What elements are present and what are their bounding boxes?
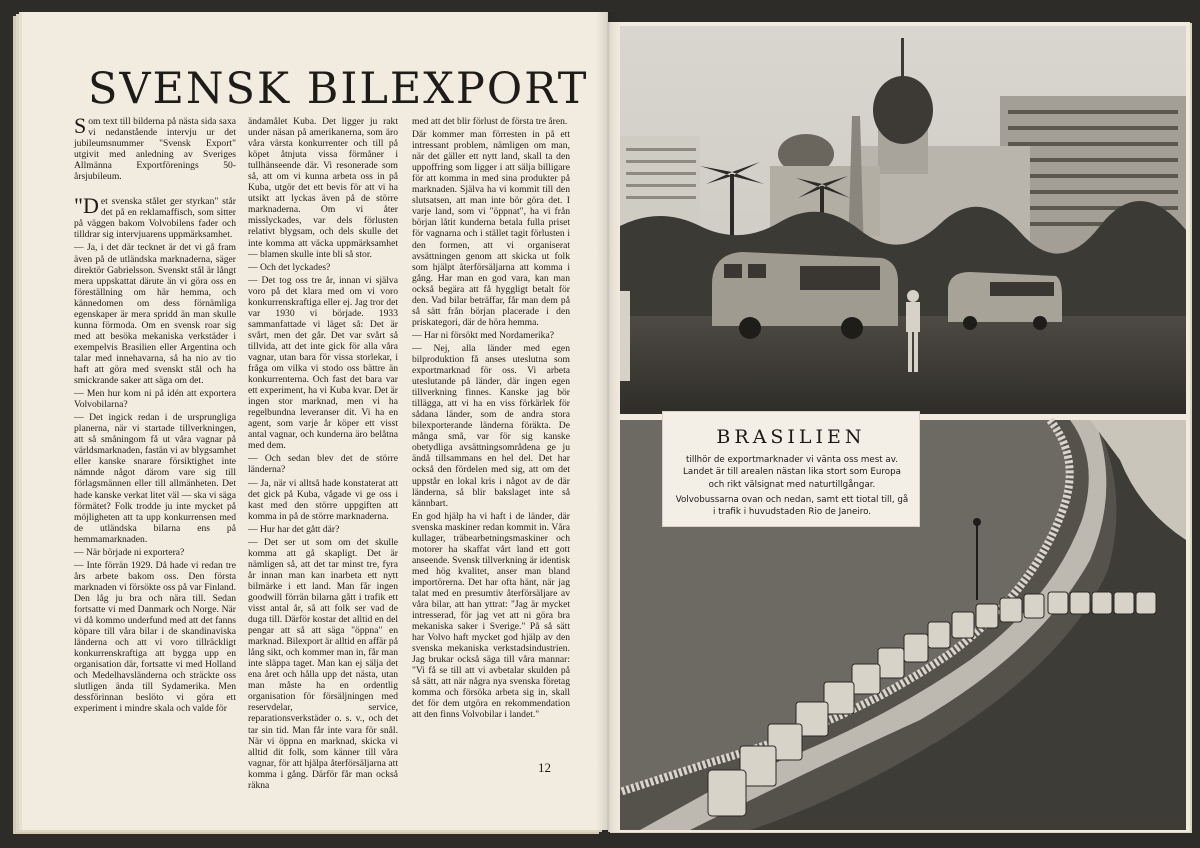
interview-paragraph: — Inte förrän 1929. Då hade vi redan tre års arbete bakom oss. Den första marknaden vi försökte oss på var Finland. Den låg ju bra och nära till. Sedan fortsatte vi med Danmark och Norge. När vi då kommo underfund med att det fanns köpare till våra bilar i de skandinaviska länderna och att vi voro tillräckligt konkurrenskraftiga att bygga upp en organisation där, fortsatte vi med Holland och Medelhavsländerna och sträckte oss slutligen ända till Sydamerika. Men dessförinnan beslöto vi göra ett experiment i mindre skala och valde för (74, 559, 236, 715)
page-gutter (596, 12, 620, 832)
interview-paragraph: — Har ni försökt med Nordamerika? (412, 329, 554, 341)
interview-paragraph: — Ja, när vi alltså hade konstaterat att det gick på Kuba, vågade vi ge oss i kast med den större uppgiften att komma in på de större marknaderna. (248, 477, 398, 522)
interview-paragraph: — När började ni exportera? (74, 546, 185, 558)
page-number: 12 (538, 760, 551, 775)
photo-rio-square-buses (620, 26, 1186, 414)
text-column-2 (248, 116, 398, 791)
quote-drop-cap: "D (74, 193, 99, 219)
text-column-1 (74, 113, 236, 756)
intro-drop-cap: S (74, 113, 87, 138)
interview-paragraph: — Det tog oss tre år, innan vi själva voro på det klara med om vi voro konkurrenskraftiga eller ej. Jag tror det var 1930 vi började. 1933 sammanfattade vi läget så: Det är svårt, men det går. Det var svårt så tillvida, att det inte gick för alla våra vagnar, utan bara för vissa storlekar, i fråga om vilka vi stodo oss bättre än konkurrenterna. Och fast det bara var ett experiment, ha vi Kuba kvar. Det är ingen stor marknad, men vi ha regelbundna leveranser dit. Vi ha en agent, som varje år köper ett visst antal vagnar, och kunderna äro belåtna med dem. (248, 274, 398, 452)
article-headline: SVENSK BILEXPORT (88, 64, 589, 114)
bus-photo-1 (712, 252, 898, 339)
caption-line-2: Volvobussarna ovan och nedan, samt ett tiotal till, gå i trafik i huvudstaden Rio de Janeiro. (675, 494, 909, 518)
caption-title: BRASILIEN (716, 426, 866, 448)
interview-paragraph: — Men hur kom ni på idén att exportera Volvobilarna? (74, 388, 236, 411)
intro-paragraph: Som text till bilderna på nästa sida saxa vi nedanstående intervju ur det jubileumsnummer "Svensk Export" utgivit med anledning av Sveriges Allmänna Exportförenings 50-årsjubileum. (74, 113, 236, 183)
interview-paragraph: — Ja, i det där tecknet är det vi gå fram även på de utländska marknaderna, säger direktör Gabrielsson. Svenskt stål är långt mera uppskattat därute än vi göra oss en föreställning om här hemma, och kännedomen om dess förnämliga egenskaper är mera spridd än man skulle kunna förmoda. Om en svensk roar sig med att besöka mekaniska verkstäder i exempelvis Brasilien eller Argentina och talar med innehavarna, så ha nio av tio haft att göra med svenskt stål och ha smickrande saker att säga om det. (74, 242, 236, 387)
interview-paragraph: — Nej, alla länder med egen bilproduktion få anses uteslutna som exportmarknad för oss. Vi arbeta uteslutande på länder, där ingen egen tillverkning finnes. Kanske jag bör tillägga, att vi ha en viss förkärlek för sådana länder, som de andra stora bilexporterande länderna föräkta. De många små, var för sig kanske obetydliga avsättningsområdena ge ju ändå tillsammans en hel del. Det har också den fördelen med sig, att om det uppstår en lokal kris i något av de där länderna, så blir bakslaget inte så kännbart. (412, 342, 570, 509)
interview-paragraph: "Det svenska stålet ger styrkan" står det på en reklamaffisch, som sitter på väggen bakom Volvobilens fader och tilldrar sig intervjuarens uppmärksamhet. (74, 193, 236, 241)
caption-text (675, 454, 909, 521)
interview-paragraph: med att det blir förlust de första tre åren. (412, 116, 568, 127)
interview-paragraph: ändamålet Kuba. Det ligger ju rakt under näsan på amerikanerna, som äro våra värsta konkurrenter och till på köpet åtnjuta vissa förmåner i tullhänseende där. Vi resonerade som så, att om vi kunna arbeta oss in på Kuba, utgör det ett bevis för att vi ha utsikt att lyckas även på de större marknaderna. Om vi åter misslyckades, var dels förlusten relativt blygsam, och dels skulle det inte komma att väcka uppmärksamhet — blamen skulle inte bli så stor. (248, 116, 398, 260)
interview-paragraph: — Och det lyckades? (248, 261, 331, 273)
text-column-3 (412, 116, 570, 756)
interview-paragraph: — Och sedan blev det de större länderna? (248, 453, 398, 476)
interview-paragraph: — Det ser ut som om det skulle komma att gå skapligt. Det är nämligen så, att det tar minst tre, fyra år innan man kan inarbeta ett nytt bilmärke i ett land. Man får ingen goodwill förrän bilarna gått i trafik ett visst antal år, så att folk ser vad de duga till. Därför kostar det alltid en del pengar att så att säga "öppna" en marknad. Bilexport är alltid en affär på lång sikt, och kommer man in, får man inte släppa taget. Man kan ej sälja det ena året och hålla upp det nästa, utan man måste ha en ordentlig organisation för försäljningen med reservdelar, service, reparationsverkstäder o. s. v., och det tar sin tid. Man får inte vara för snål. När vi öppna en marknad, skicka vi alltid dit folk, som känner till våra vagnar, för att hjälpa återförsäljarna att komma i gång. Därför får man också räkna (248, 536, 398, 791)
interview-paragraph: — Hur har det gått där? (248, 523, 340, 535)
bus-photo-2 (948, 272, 1062, 330)
caption-box (663, 412, 919, 526)
interview-paragraph: En god hjälp ha vi haft i de länder, där svenska maskiner redan kommit in. Våra kullager, träbearbetningsmaskiner och motorer ha skaffat vårt land ett gott anseende. Svensk tillverkning är identisk med hög kvalitet, anser man bland importörerna. Det har ofta hänt, när jag talat med en presumtiv återförsäljare av våra bilar, att han yttrat: "Jag är mycket intresserad, för jag vet att ni göra bra mekaniska saker i Sverige." På så sätt har Volvo haft mycket god hjälp av den svenska mekaniska verkstadsindustrien. Jag brukar också säga till våra mannar: "Vi få se till att vi avbetalar skulden på så sätt, att när några nya svenska företag komma och försöka arbeta sig in, skall det för dem utgöra en rekommendation att den finns Volvobilar i landet." (412, 510, 570, 721)
interview-paragraph: — Det ingick redan i de ursprungliga planerna, när vi startade tillverkningen, att så småningom få ut våra vagnar på världsmarknaden, fastän vi av blygsamhet eller kanske snarare försiktighet inte nämnde något därom vare sig till förlagsmännen eller till allmänheten. Det hade kanske verkat litet väl — ska vi säga förmätet? Folk trodde ju inte mycket på möjligheten att ta upp konkurrensen med de utländska bilarna ens på hemmamarknaden. (74, 412, 236, 545)
caption-line-1: tillhör de exportmarknader vi vänta oss mest av. Landet är till arealen nästan lika stort som Europa och rikt välsignat med naturtillgångar. (683, 455, 901, 490)
photo-square-image (620, 26, 1186, 414)
interview-paragraph: Där kommer man förresten in på ett intressant problem, nämligen om man, när det gäller ett nytt land, skall ta den uppoffring som ligger i att sälja billigare för att komma in med sina produkter på marknaden. Själva ha vi kommit till den slutsatsen, att man inte bör göra det. I varje land, som vi "öppnat", ha vi från början låtit kunderna betala fulla priset för vagnarna och i stället tagit förlusten i den formen, att vi organiserat avsättningen genom att skicka ut folk som hjälpt återförsäljarna att komma i gång. Har man en god vara, kan man också begära att få hyggligt betalt för den. Vad bilar beträffar, får man dem på så sätt från början placerade i den priskategori, där de höra hemma. (412, 129, 570, 328)
